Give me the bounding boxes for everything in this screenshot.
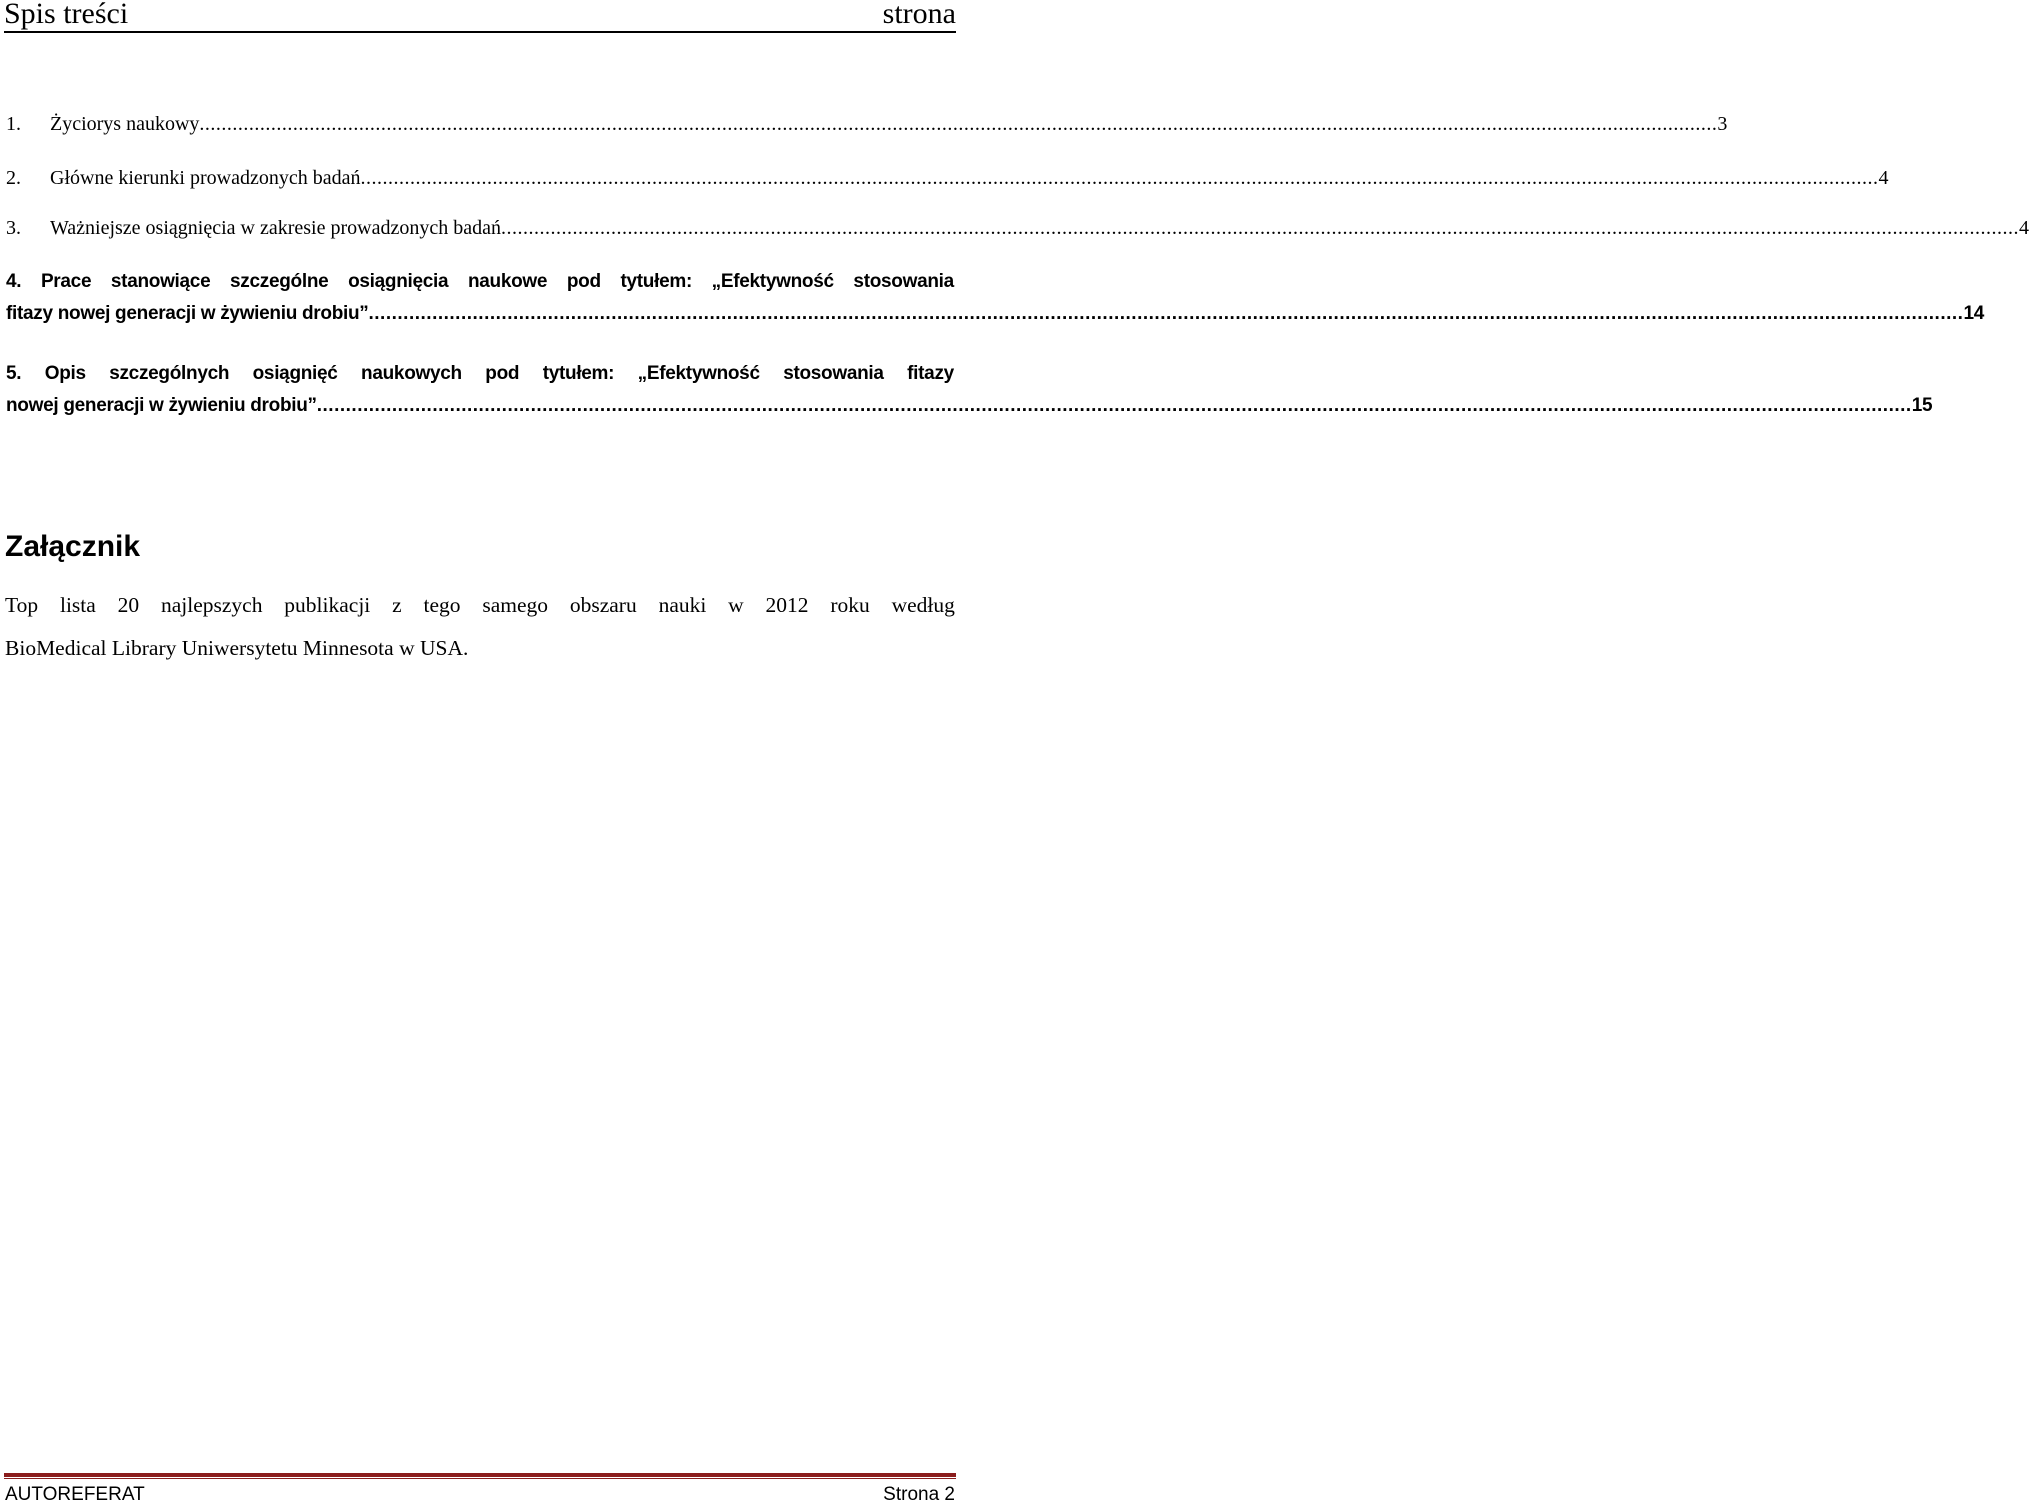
toc-leader-dots <box>501 214 2019 242</box>
word: Top <box>5 593 39 617</box>
word: szczególne <box>230 271 329 292</box>
word: według <box>891 593 955 617</box>
toc-entry-title-line1 <box>6 268 954 296</box>
annex-title: Załącznik <box>5 530 141 563</box>
toc-entry-number: 5. <box>6 363 22 384</box>
word: lista <box>59 593 96 617</box>
word: fitazy <box>907 363 954 384</box>
toc-entry-page: 14 <box>1963 303 1984 324</box>
word: Prace <box>40 271 92 292</box>
word: nauki <box>658 593 707 617</box>
word: stosowania <box>783 363 884 384</box>
word: naukowe <box>467 271 548 292</box>
toc-header <box>4 0 956 33</box>
toc-leader-dots <box>199 110 1717 138</box>
toc-entry-2[interactable] <box>6 164 1889 192</box>
word: osiągnięć <box>252 363 338 384</box>
annex-body <box>5 584 955 670</box>
footer-title: AUTOREFERAT <box>5 1484 145 1505</box>
toc-entry-title-line2: nowej generacji w żywieniu drobiu” <box>6 395 317 416</box>
word: tytułem: <box>620 271 692 292</box>
word: najlepszych <box>160 593 263 617</box>
word: publikacji <box>284 593 371 617</box>
toc-entry-number: 2. <box>6 167 21 189</box>
word: roku <box>830 593 870 617</box>
word: pod <box>485 363 520 384</box>
toc-entry-1[interactable] <box>6 110 1728 138</box>
annex-text-line1 <box>5 584 955 627</box>
annex-text-line2: BioMedical Library Uniwersytetu Minnesota w USA. <box>5 636 469 660</box>
page-footer <box>5 1484 955 1506</box>
toc-entry-number: 1. <box>6 113 21 135</box>
word: szczególnych <box>109 363 230 384</box>
word: naukowych <box>361 363 462 384</box>
toc-entry-title: Główne kierunki prowadzonych badań <box>50 167 361 189</box>
word: samego <box>482 593 549 617</box>
toc-entry-page: 3 <box>1717 113 1728 135</box>
toc-entry-page: 15 <box>1911 395 1933 416</box>
toc-entry-page: 4 <box>1878 167 1889 189</box>
word: obszaru <box>569 593 637 617</box>
toc-entry-title: Ważniejsze osiągnięcia w zakresie prowadzonych badań <box>50 217 501 239</box>
toc-title: Spis treści <box>4 0 129 30</box>
word: w <box>728 593 744 617</box>
toc-leader-dots <box>360 164 1878 192</box>
word: stosowania <box>853 271 954 292</box>
footer-rule-thin <box>4 1478 956 1479</box>
toc-leader-dots <box>317 392 1912 420</box>
word: z <box>392 593 402 617</box>
toc-leader-dots <box>369 300 1964 328</box>
toc-entry-3[interactable] <box>6 214 2029 242</box>
word: tego <box>423 593 461 617</box>
word: Opis <box>44 363 86 384</box>
toc-entry-page: 4 <box>2018 217 2029 239</box>
toc-entry-number: 4. <box>6 271 22 292</box>
word: pod <box>566 271 601 292</box>
page-number: Strona 2 <box>883 1484 955 1505</box>
toc-entry-title-line1 <box>6 360 954 388</box>
word: tytułem: <box>542 363 615 384</box>
toc-entry-number: 3. <box>6 217 21 239</box>
toc-entry-5[interactable] <box>6 360 1933 420</box>
toc-entry-title: Życiorys naukowy <box>50 113 200 135</box>
word: „Efektywność <box>711 271 834 292</box>
footer-rule <box>4 1473 956 1477</box>
word: 20 <box>117 593 140 617</box>
word: stanowiące <box>110 271 211 292</box>
toc-entry-title-line2: fitazy nowej generacji w żywieniu drobiu” <box>6 303 369 324</box>
toc-entry-4[interactable] <box>6 268 1984 328</box>
word: „Efektywność <box>637 363 760 384</box>
word: osiągnięcia <box>348 271 449 292</box>
toc-page-label: strona <box>882 0 956 30</box>
word: 2012 <box>765 593 809 617</box>
